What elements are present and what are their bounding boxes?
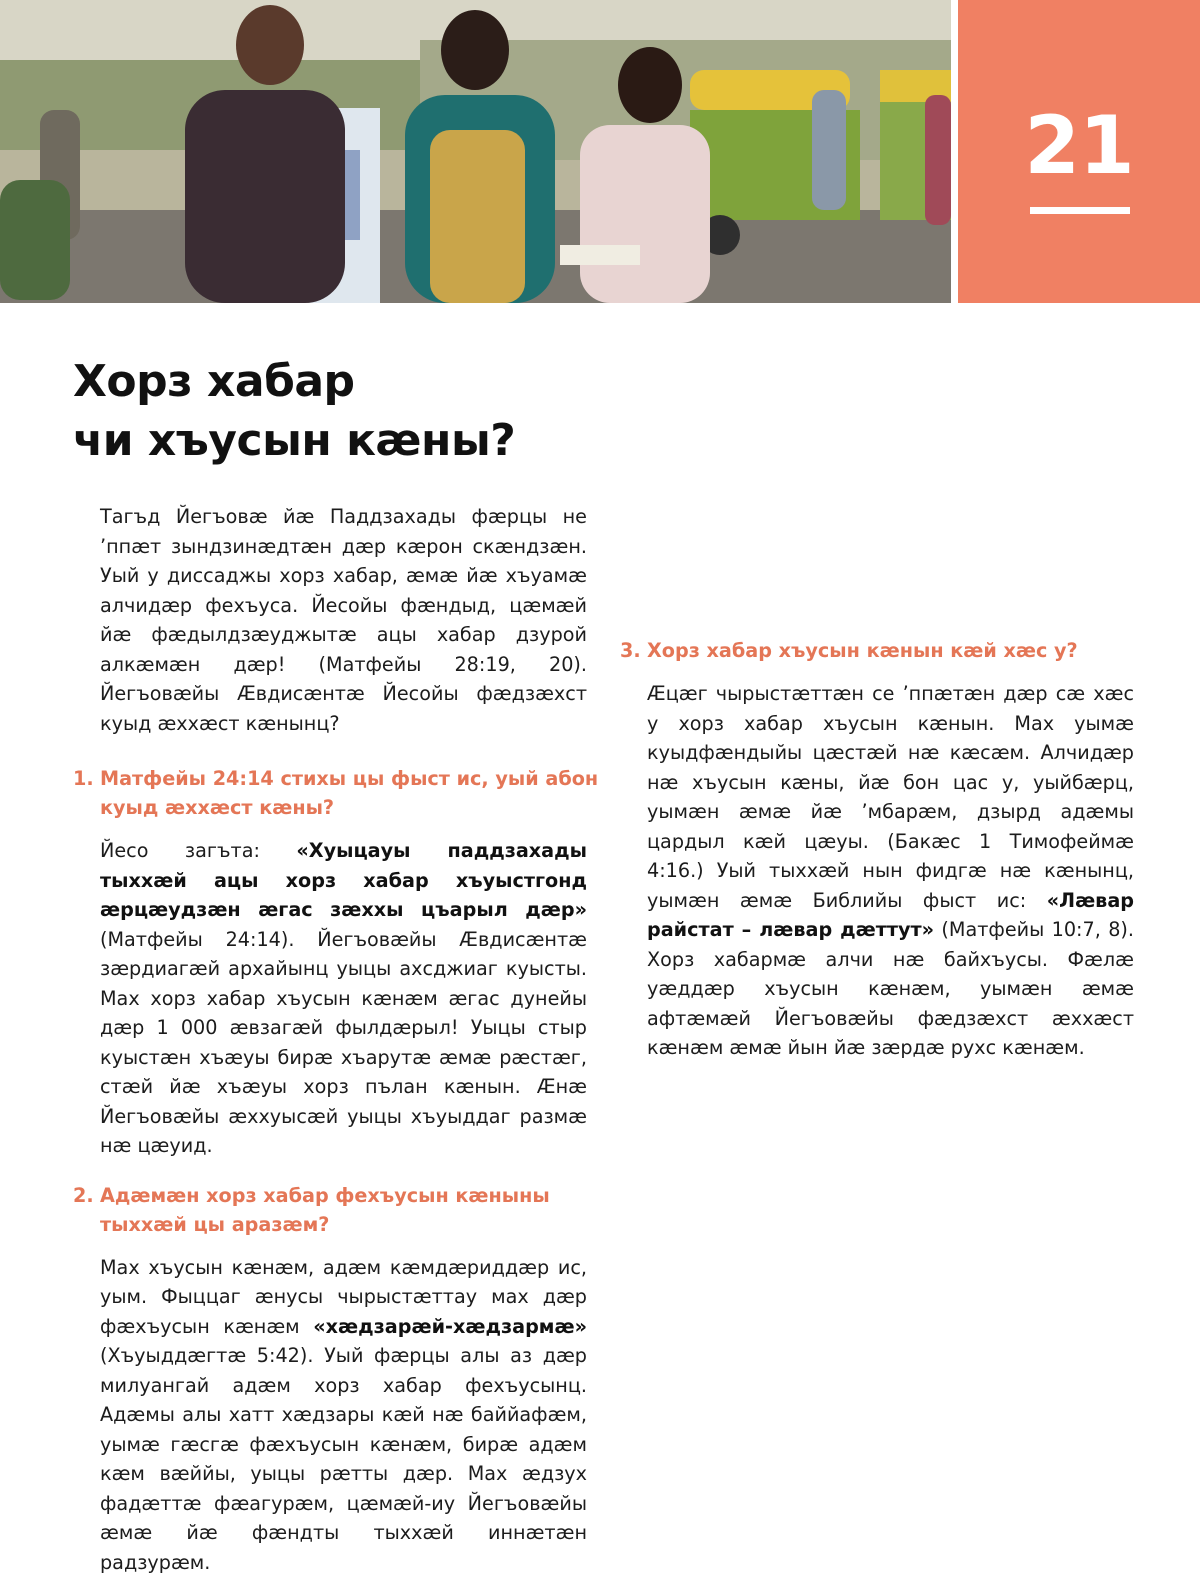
question-1-paragraph (100, 836, 587, 1161)
page-title (73, 352, 793, 470)
lesson-badge (958, 0, 1200, 303)
question-1-text-a: Йесо загъта: (100, 839, 296, 862)
question-3-quote: «Лæвар райстат – лæвар дæттут» (647, 889, 1134, 942)
question-3-text-b: (Матфейы 10:7, 8). Хорз хабармæ алчи нæ байхъусы. Фæлæ уæддæр хъусын кæнæм, уымæн æмæ афтæмæй Йегъовæйы фæдзæхст æххæст кæнæм æмæ йын йæ зæрдæ рухс кæнæм. (647, 918, 1134, 1059)
intro-paragraph: Тагъд Йегъовæ йæ Паддзахады фæрцы не ’ппæт зындзинæдтæн дæр кæрон скæндзæн. Уый у диссаджы хорз хабар, æмæ йæ хъуамæ алчидæр фехъуса. Йесойы фæндыд, цæмæй йæ фæдылдзæуджытæ ацы хабар дзурой алкæмæн дæр! (Матфейы 28:19, 20). Йегъовæйы Æвдисæнтæ Йесойы фæдзæхст куыд æххæст кæнынц? (100, 502, 587, 738)
column-left (100, 502, 587, 1577)
question-1-heading (73, 764, 614, 822)
question-3-number: 3. (620, 636, 647, 665)
column-right (647, 502, 1134, 1063)
question-2-text-b: (Хъуыддæгтæ 5:42). Уый фæрцы алы аз дæр милуангай адæм хорз хабар фехъусынц. Адæмы алы хатт хæдзары кæй нæ баййафæм, уымæ гæсгæ фæхъусын кæнæм, бирæ адæм кæм вæййы, уыцы рæтты дæр. Мах æдзух фадæттæ фæагурæм, цæмæй-иу Йегъовæйы æмæ йæ фæндты тыххæй иннæтæн радзурæм. (100, 1344, 587, 1574)
question-3-text: Хорз хабар хъусын кæнын кæй хæс у? (647, 639, 1078, 662)
question-2-quote: «хæдзарæй-хæдзармæ» (313, 1315, 587, 1338)
preaching-photo-icon (0, 0, 951, 303)
question-2-text-a: Мах хъусын кæнæм, адæм кæмдæриддæр ис, уым. Фыццаг æнусы чырыстæттау мах дæр фæхъусын кæнæм (100, 1256, 587, 1338)
page-title-line-2: чи хъусын кæны? (73, 411, 793, 470)
question-3-paragraph (647, 679, 1134, 1063)
question-1-number: 1. (73, 764, 100, 793)
lesson-number: 21 (958, 98, 1200, 194)
page-title-line-1: Хорз хабар (73, 352, 793, 411)
question-2-heading (73, 1181, 614, 1239)
question-1-text: Матфейы 24:14 стихы цы фыст ис, уый абон куыд æххæст кæны? (100, 767, 598, 819)
question-1-quote: «Хуыцауы паддзахады тыххæй ацы хорз хабар хъуыстгонд æрцæудзæн æгас зæххы цъарыл дæр» (100, 839, 587, 921)
header-photo (0, 0, 951, 303)
question-1-text-b: (Матфейы 24:14). Йегъовæйы Æвдисæнтæ зæрдиагæй архайынц уыцы ахсджиаг куысты. Мах хорз хабар хъусын кæнæм æгас дунейы дæр 1 000 æвзагæй фылдæрыл! Уыцы стыр куыстæн хъæуы бирæ хъарутæ æмæ рæстæг, стæй йæ хъæуы хорз пълан кæнын. Æнæ Йегъовæйы æххуысæй уыцы хъуыддаг размæ нæ цæуид. (100, 928, 587, 1158)
question-3-heading (620, 636, 1161, 665)
question-3-text-a: Æцæг чырыстæттæн се ’ппæтæн дæр сæ хæс у хорз хабар хъусын кæнын. Мах уымæ куыдфæндыйы цæстæй нæ кæсæм. Алчидæр нæ хъусын кæны, йæ бон цас у, уыйбæрц, уымæн æмæ йæ ’мбарæм, дзырд адæмы цардыл кæй цæуы. (Бакæс 1 Тимофеймæ 4:16.) Уый тыххæй нын фидгæ нæ кæнынц, уымæн æмæ Библийы фыст ис: (647, 682, 1134, 912)
question-2-paragraph (100, 1253, 587, 1577)
question-2-text: Адæмæн хорз хабар фехъусын кæныны тыххæй цы аразæм? (100, 1184, 550, 1236)
lesson-number-underline (1030, 207, 1130, 214)
question-2-number: 2. (73, 1181, 100, 1210)
